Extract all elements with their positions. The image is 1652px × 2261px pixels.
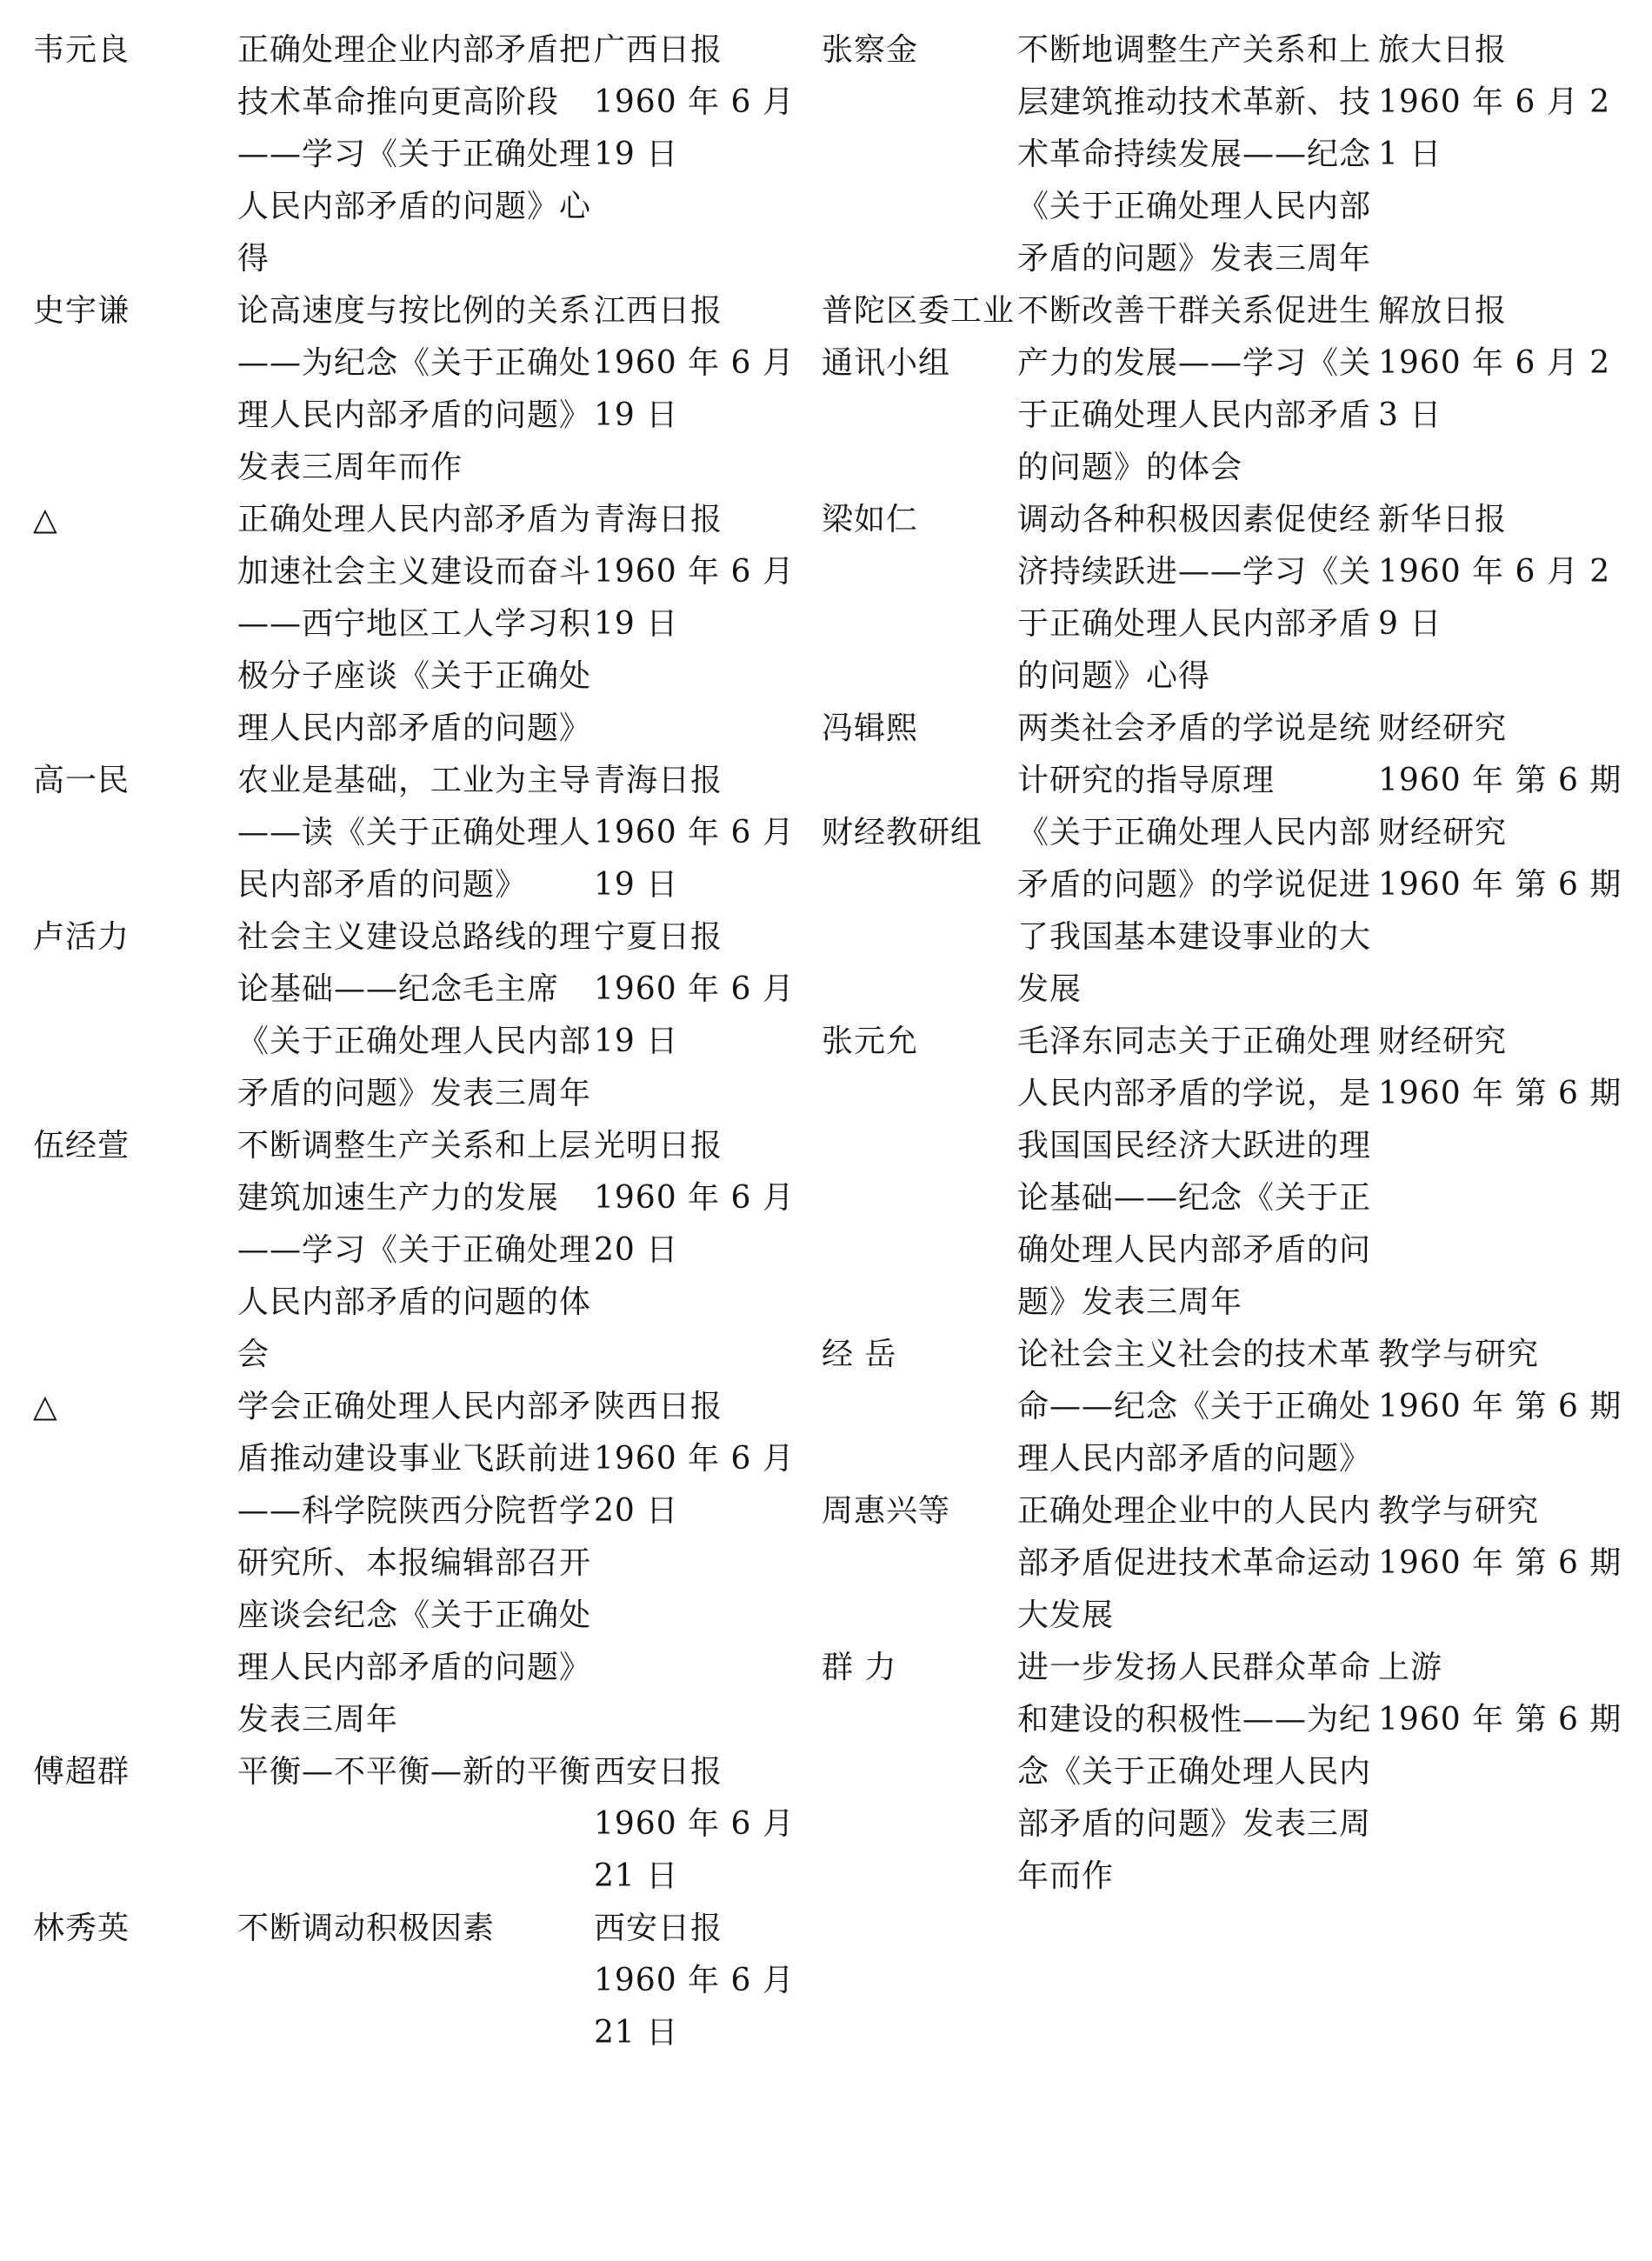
entry-author: 群 力	[822, 1650, 897, 1685]
entry-source	[594, 24, 807, 181]
bibliography-entry	[33, 494, 807, 755]
entry-title: 毛泽东同志关于正确处理人民内部矛盾的学说，是我国国民经济大跃进的理论基础——纪念《关于正确处理人民内部矛盾的问题》发表三周年	[1017, 1024, 1372, 1320]
source-name: 新华日报	[1378, 502, 1508, 537]
source-date: 1960 年 6 月 29 日	[1378, 554, 1611, 642]
source-date: 1960 年 6 月 20 日	[594, 1180, 795, 1268]
entry-author: 史宇谦	[33, 293, 130, 329]
entry-title: 两类社会矛盾的学说是统计研究的指导原理	[1017, 710, 1372, 798]
source-date: 1960 年 第 6 期	[1378, 1702, 1622, 1737]
entry-title: 平衡—不平衡—新的平衡	[237, 1754, 592, 1790]
entry-title: 正确处理企业中的人民内部矛盾促进技术革命运动大发展	[1017, 1493, 1372, 1633]
bibliography-entry	[822, 494, 1630, 703]
entry-title: 论社会主义社会的技术革命——纪念《关于正确处理人民内部矛盾的问题》	[1017, 1337, 1372, 1477]
entry-title: 论高速度与按比例的关系——为纪念《关于正确处理人民内部矛盾的问题》发表三周年而作	[237, 293, 592, 485]
source-name: 上游	[1378, 1650, 1443, 1685]
entry-source	[1378, 1016, 1626, 1120]
bibliography-entry	[822, 24, 1630, 285]
entry-author: 梁如仁	[822, 502, 919, 537]
source-name: 青海日报	[594, 763, 723, 798]
source-name: 解放日报	[1378, 293, 1508, 329]
source-date: 1960 年 6 月 19 日	[594, 971, 795, 1059]
entry-author: 高一民	[33, 763, 130, 798]
bibliography-entry	[822, 1016, 1630, 1329]
entry-source	[1378, 807, 1626, 911]
source-name: 旅大日报	[1378, 32, 1508, 68]
entry-author: 卢活力	[33, 919, 130, 955]
entry-author: △	[33, 1389, 58, 1424]
entry-title: 正确处理企业内部矛盾把技术革命推向更高阶段——学习《关于正确处理人民内部矛盾的问题》心得	[237, 32, 592, 277]
entry-title: 不断调整生产关系和上层建筑加速生产力的发展——学习《关于正确处理人民内部矛盾的问题的体会	[237, 1128, 592, 1372]
bibliography-entry	[822, 1329, 1630, 1485]
entry-source	[594, 1746, 807, 1903]
entry-title: 进一步发扬人民群众革命和建设的积极性——为纪念《关于正确处理人民内部矛盾的问题》发表三周年而作	[1017, 1650, 1372, 1894]
entry-source	[1378, 703, 1626, 807]
bibliography-entry	[33, 755, 807, 911]
bibliography-entry	[822, 807, 1630, 1016]
source-date: 1960 年 6 月 19 日	[594, 554, 795, 642]
entry-title: 不断调动积极因素	[237, 1911, 496, 1946]
entry-author: 傅超群	[33, 1754, 130, 1790]
entry-source	[594, 755, 807, 911]
bibliography-entry	[822, 1485, 1630, 1642]
source-name: 西安日报	[594, 1911, 723, 1946]
entry-source	[594, 1120, 807, 1277]
right-column	[822, 24, 1630, 1903]
entry-source	[1378, 1642, 1626, 1746]
source-name: 教学与研究	[1378, 1337, 1540, 1372]
source-date: 1960 年 6 月 19 日	[594, 84, 795, 172]
bibliography-entry	[822, 285, 1630, 494]
source-name: 西安日报	[594, 1754, 723, 1790]
source-date: 1960 年 6 月 23 日	[1378, 345, 1611, 433]
source-name: 广西日报	[594, 32, 723, 68]
bibliography-entry	[33, 1381, 807, 1746]
source-name: 宁夏日报	[594, 919, 723, 955]
source-name: 财经研究	[1378, 710, 1508, 746]
source-date: 1960 年 第 6 期	[1378, 1389, 1622, 1424]
entry-source	[594, 285, 807, 442]
source-name: 江西日报	[594, 293, 723, 329]
entry-source	[1378, 1329, 1626, 1433]
source-date: 1960 年 6 月 21 日	[1378, 84, 1611, 172]
bibliography-entry	[33, 24, 807, 285]
source-date: 1960 年 第 6 期	[1378, 1076, 1622, 1111]
entry-source	[1378, 24, 1626, 181]
entry-source	[1378, 1485, 1626, 1590]
entry-author: 普陀区委工业通讯小组	[822, 293, 1016, 381]
source-date: 1960 年 6 月 21 日	[594, 1963, 795, 2051]
entry-title: 调动各种积极因素促使经济持续跃进——学习《关于正确处理人民内部矛盾的问题》心得	[1017, 502, 1372, 694]
entry-title: 社会主义建设总路线的理论基础——纪念毛主席《关于正确处理人民内部矛盾的问题》发表三周年	[237, 919, 592, 1111]
source-date: 1960 年 6 月 19 日	[594, 815, 795, 903]
left-column	[33, 24, 807, 2059]
source-name: 财经研究	[1378, 815, 1508, 850]
entry-author: 韦元良	[33, 32, 130, 68]
source-name: 陕西日报	[594, 1389, 723, 1424]
bibliography-entry	[33, 1903, 807, 2059]
entry-title: 不断改善干群关系促进生产力的发展——学习《关于正确处理人民内部矛盾的问题》的体会	[1017, 293, 1372, 485]
entry-author: 周惠兴等	[822, 1493, 951, 1529]
entry-author: 财经教研组	[822, 815, 983, 850]
bibliography-entry	[33, 911, 807, 1120]
bibliography-entry	[33, 1120, 807, 1381]
source-date: 1960 年 6 月 20 日	[594, 1441, 795, 1529]
bibliography-entry	[33, 1746, 807, 1903]
entry-source	[594, 494, 807, 650]
bibliography-entry	[822, 1642, 1630, 1903]
entry-source	[1378, 494, 1626, 650]
entry-author: △	[33, 502, 58, 537]
entry-source	[594, 911, 807, 1068]
entry-title: 正确处理人民内部矛盾为加速社会主义建设而奋斗——西宁地区工人学习积极分子座谈《关于正确处理人民内部矛盾的问题》	[237, 502, 592, 746]
entry-source	[1378, 285, 1626, 442]
entry-author: 经 岳	[822, 1337, 897, 1372]
source-name: 教学与研究	[1378, 1493, 1540, 1529]
source-date: 1960 年 第 6 期	[1378, 867, 1622, 903]
entry-title: 学会正确处理人民内部矛盾推动建设事业飞跃前进——科学院陕西分院哲学研究所、本报编辑部召开座谈会纪念《关于正确处理人民内部矛盾的问题》发表三周年	[237, 1389, 592, 1737]
source-date: 1960 年 第 6 期	[1378, 763, 1622, 798]
source-name: 光明日报	[594, 1128, 723, 1164]
source-date: 1960 年 6 月 19 日	[594, 345, 795, 433]
entry-title: 不断地调整生产关系和上层建筑推动技术革新、技术革命持续发展——纪念《关于正确处理人民内部矛盾的问题》发表三周年	[1017, 32, 1372, 277]
bibliography-entry	[33, 285, 807, 494]
source-name: 青海日报	[594, 502, 723, 537]
source-name: 财经研究	[1378, 1024, 1508, 1059]
entry-source	[594, 1903, 807, 2059]
entry-title: 《关于正确处理人民内部矛盾的问题》的学说促进了我国基本建设事业的大发展	[1017, 815, 1372, 1007]
entry-title: 农业是基础，工业为主导——读《关于正确处理人民内部矛盾的问题》	[237, 763, 592, 903]
entry-source	[594, 1381, 807, 1537]
entry-author: 林秀英	[33, 1911, 130, 1946]
entry-author: 张察金	[822, 32, 919, 68]
source-date: 1960 年 6 月 21 日	[594, 1806, 795, 1894]
source-date: 1960 年 第 6 期	[1378, 1545, 1622, 1581]
entry-author: 张元允	[822, 1024, 919, 1059]
entry-author: 伍经萱	[33, 1128, 130, 1164]
bibliography-entry	[822, 703, 1630, 807]
entry-author: 冯辑熙	[822, 710, 919, 746]
